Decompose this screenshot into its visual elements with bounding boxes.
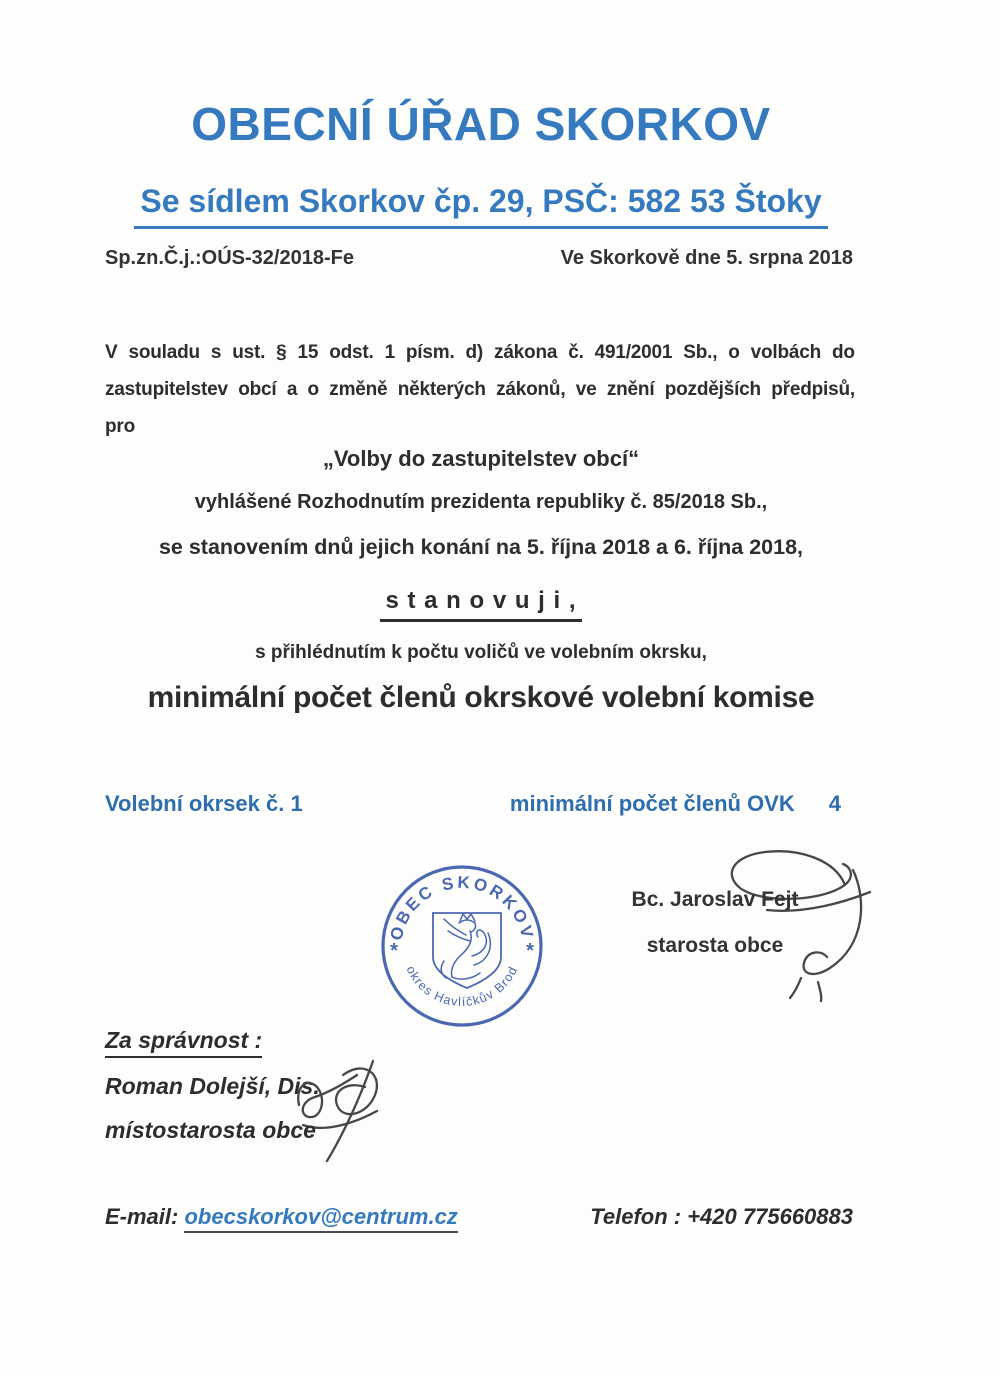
intro-paragraph (105, 334, 855, 445)
email-label: E-mail: (105, 1204, 179, 1229)
coat-of-arms-shield (433, 913, 501, 988)
district-label: Volební okrsek č. 1 (105, 791, 303, 816)
email-group (105, 1204, 458, 1230)
decision-subject-line: minimální počet členů okrskové volební komise (147, 681, 815, 714)
svg-text:OBEC SKORKOV (386, 873, 537, 943)
file-reference-number: Sp.zn.Č.j.:OÚS-32/2018-Fe (105, 247, 354, 269)
stamp-star-right: * (526, 940, 534, 962)
decree-line: vyhlášené Rozhodnutím prezidenta republiky č. 85/2018 Sb., (194, 491, 768, 513)
deputy-role: místostarosta obce (105, 1117, 316, 1143)
intro-line-2: zastupitelstev obcí a o změně některých zákonů, ve znění pozdějších předpisů, (105, 379, 855, 400)
intro-line-1: V souladu s ust. § 15 odst. 1 písm. d) zákona č. 491/2001 Sb., o volbách do (105, 342, 855, 363)
mayor-name: Bc. Jaroslav Fejt (631, 888, 799, 911)
ovk-members-label: minimální počet členů OVK (509, 791, 795, 816)
mayor-role: starosta obce (646, 934, 784, 957)
phone-number: Telefon : +420 775660883 (590, 1204, 853, 1229)
stanovuji-line-wrap (0, 587, 962, 622)
district-row (105, 791, 855, 817)
deputy-name: Roman Dolejší, Dis. (105, 1073, 320, 1099)
reference-row (105, 247, 853, 270)
footer-contact-row (105, 1204, 853, 1230)
ovk-members-count: 4 (828, 791, 841, 816)
mayor-signature-block (630, 888, 800, 958)
address-subtitle: Se sídlem Skorkov čp. 29, PSČ: 582 53 Štoky (134, 183, 827, 229)
correctness-label: Za správnost : (105, 1027, 262, 1058)
heraldic-lion-icon (441, 914, 490, 979)
page-title: OBECNÍ ÚŘAD SKORKOV (191, 98, 771, 150)
election-dates-line: se stanovením dnů jejich konání na 5. října 2018 a 6. října 2018, (158, 535, 804, 559)
place-and-date: Ve Skorkově dne 5. srpna 2018 (560, 247, 853, 269)
email-link[interactable]: obecskorkov@centrum.cz (184, 1204, 457, 1233)
stamp-star-left: * (390, 940, 398, 962)
stamp-arc-top-text: OBEC SKORKOV (386, 872, 538, 943)
intro-line-3: pro (105, 416, 136, 437)
ovk-members-group (510, 791, 855, 817)
deputy-signature (285, 1053, 410, 1168)
consideration-line: s přihlédnutím k počtu voličů ve volebním okrsku, (255, 642, 707, 663)
stamp-arc-bottom-text: okres Havlíčkův Brod (403, 963, 521, 1010)
stanovuji-line: s t a n o v u j i , (380, 587, 581, 622)
election-title: „Volby do zastupitelstev obcí“ (322, 446, 640, 471)
correctness-label-wrap (105, 1027, 262, 1058)
official-round-stamp (377, 861, 547, 1031)
address-subtitle-wrap (0, 183, 962, 229)
